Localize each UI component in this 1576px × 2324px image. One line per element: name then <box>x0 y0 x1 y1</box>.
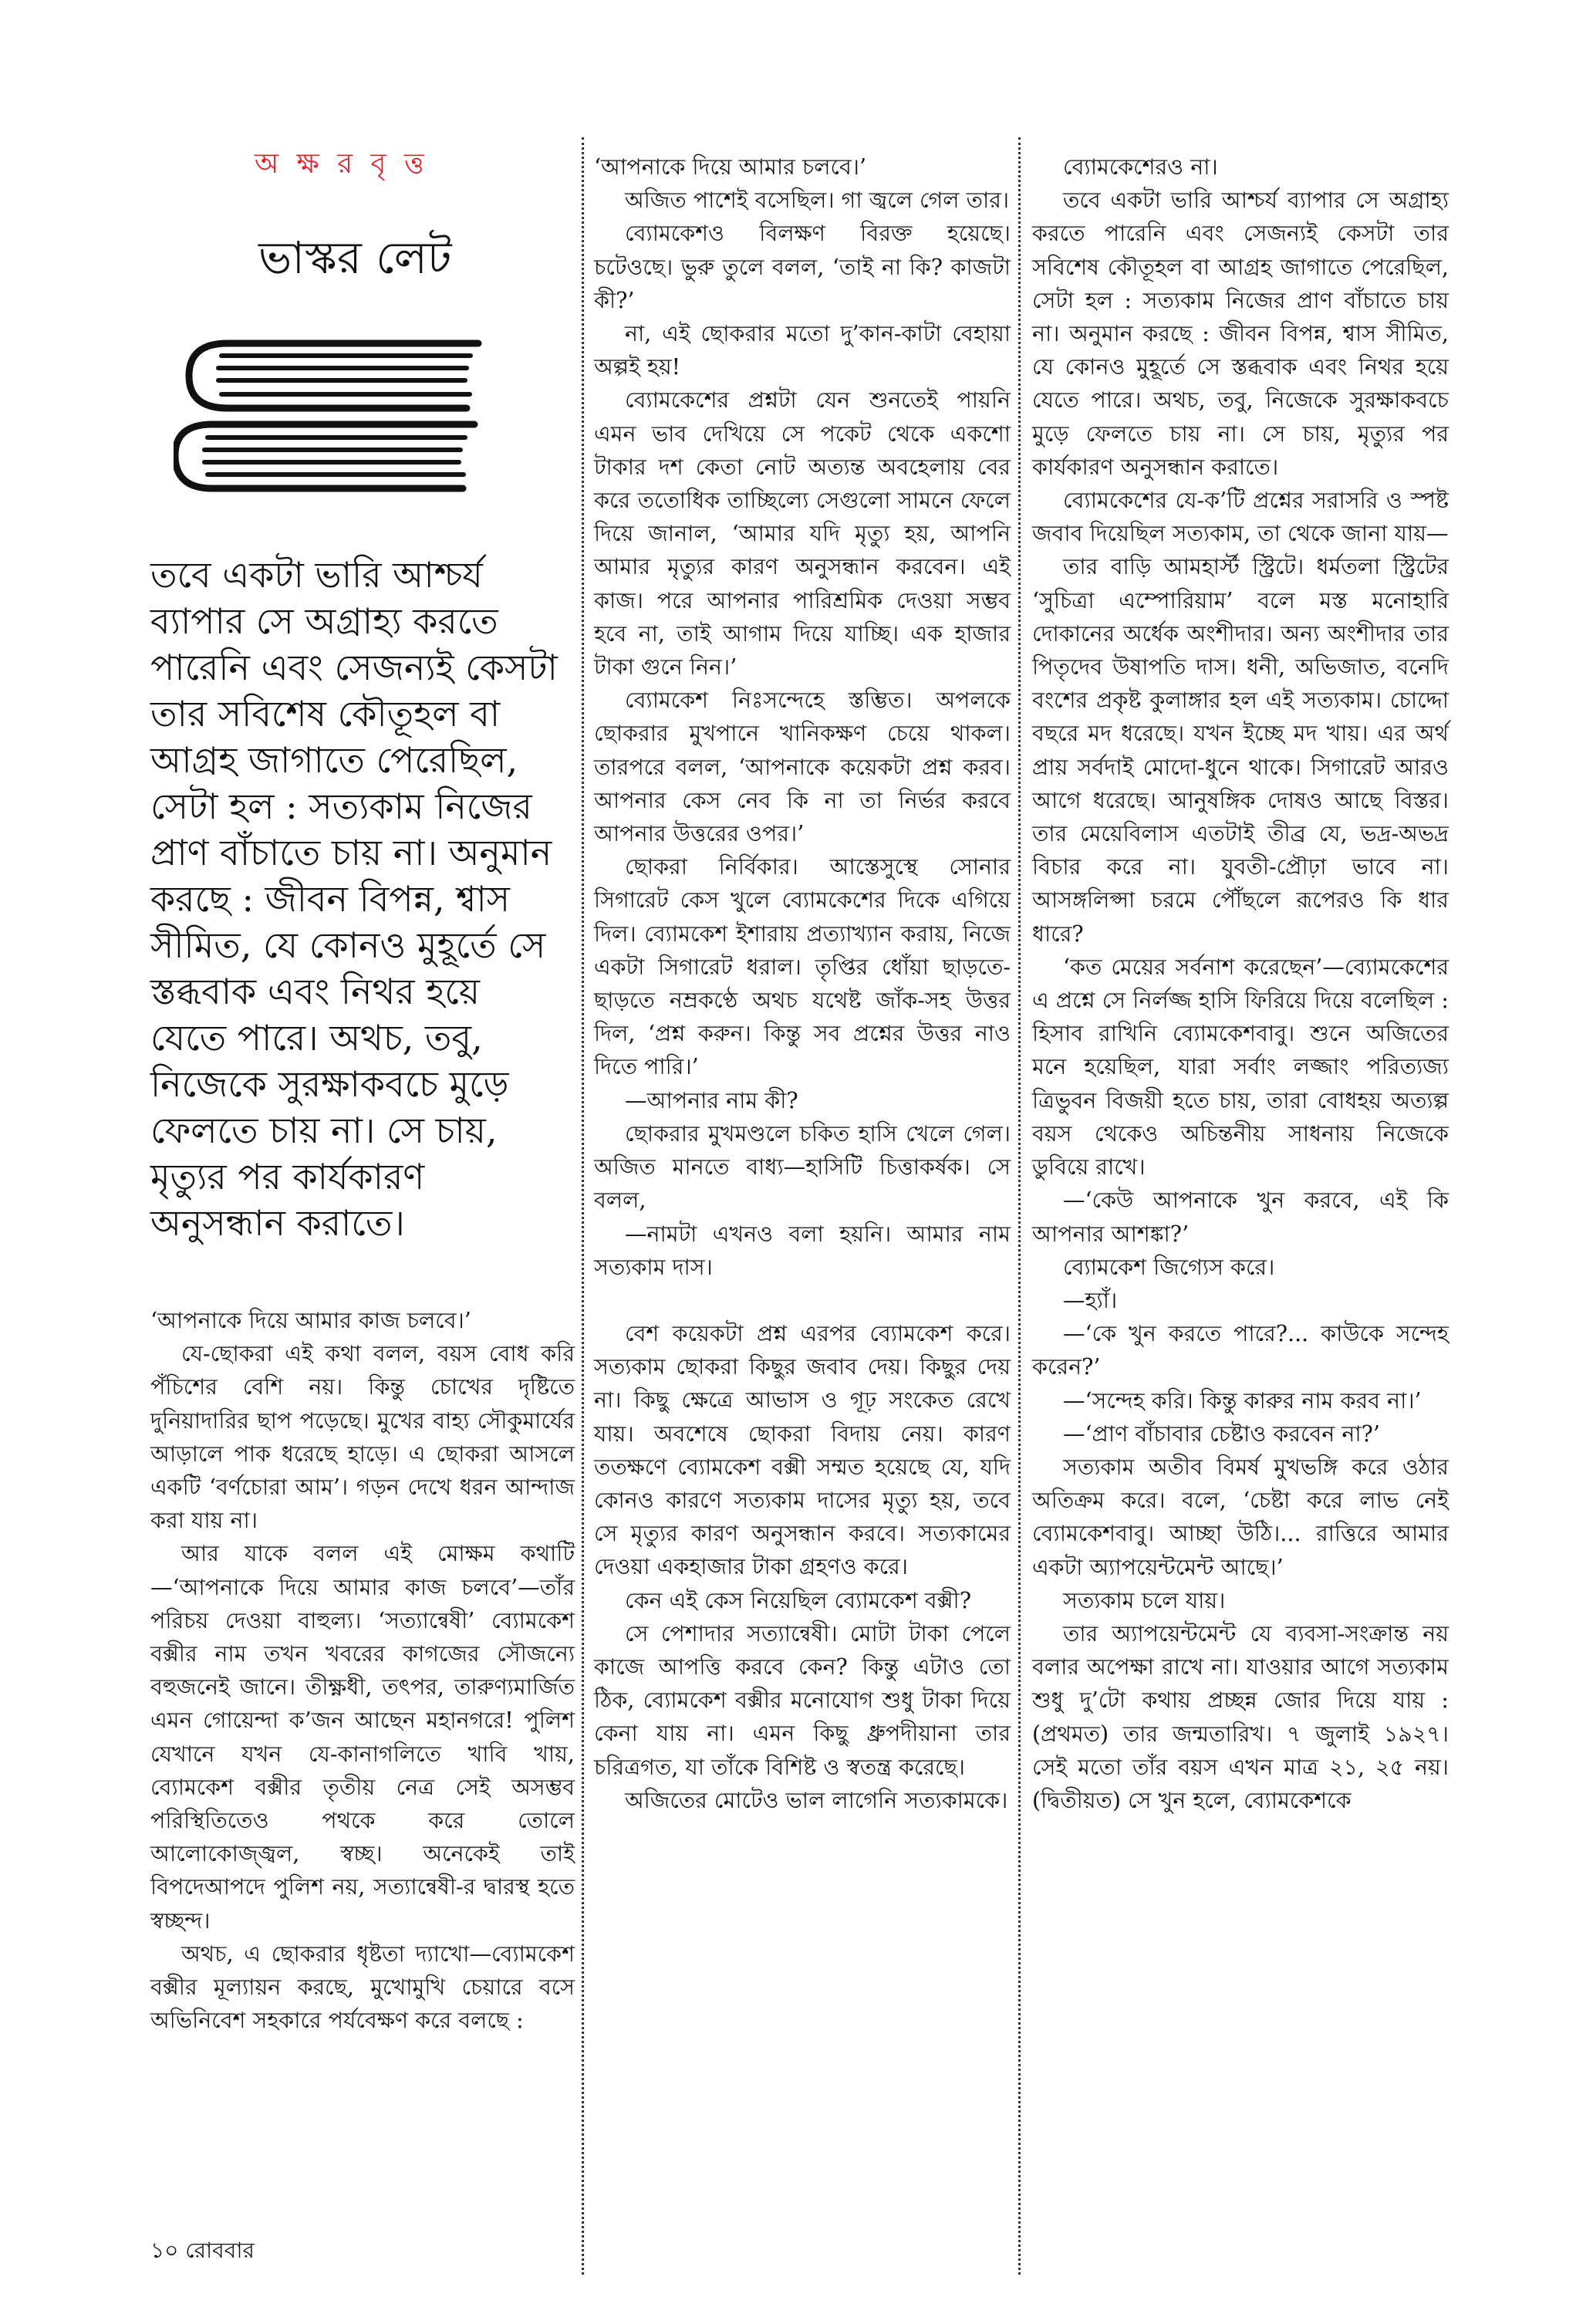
paragraph: —হ্যাঁ। <box>1063 1287 1118 1313</box>
article-column-2 <box>594 150 1011 1817</box>
paragraph: তার অ্যাপয়েন্টমেন্ট যে ব্যবসা-সংক্রান্ত নয় বলার অপেক্ষা রাখে না। যাওয়ার আগে সত্যকাম শুধু দু’টো কথায় প্রচ্ছন্ন জোর দিয়ে যায় : (প্রথমত) তার জন্মতারিখ। ৭ জুলাই ১৯২৭। সেই মতো তাঁর বয়স এখন মাত্র ২১, ২৫ নয়। (দ্বিতীয়ত) সে খুন হলে, ব্যোমকেশকে <box>1032 1620 1449 1813</box>
paragraph: সত্যকাম চলে যায়। <box>1063 1587 1226 1613</box>
paragraph: অজিত পাশেই বসেছিল। গা জ্বলে গেল তার। <box>625 187 1010 214</box>
paragraph: কেন এই কেস নিয়েছিল ব্যোমকেশ বক্সী? <box>625 1587 971 1613</box>
page-footer <box>150 2234 255 2270</box>
books-icon <box>174 328 498 521</box>
paragraph: আর যাকে বলল এই মোক্ষম কথাটি—‘আপনাকে দিয়ে আমার কাজ চলবে’—তাঁর পরিচয় দেওয়া বাহুল্য। ‘সত্যান্বেষী’ ব্যোমকেশ বক্সীর নাম তখন খবরের কাগজের সৌজন্যে বহুজনেই জানে। তীক্ষ্ণধী, তৎপর, তারুণ্যমার্জিত এমন গোয়েন্দা ক’জন আছেন মহানগরে! পুলিশ যেখানে যখন যে-কানাগলিতে খাবি খায়, ব্যোমকেশ বক্সীর তৃতীয় নেত্র সেই অসম্ভব পরিস্থিতিতেও পথকে করে তোলে আলোকোজ্জ্বল, স্বচ্ছ। অনেকেই তাই বিপদেআপদে পুলিশ নয়, সত্যান্বেষী-র দ্বারস্থ হতে স্বচ্ছন্দ। <box>150 1541 575 1934</box>
article-column-1 <box>150 1304 575 2037</box>
column-divider <box>1018 137 1021 2275</box>
paragraph: না, এই ছোকরার মতো দু’কান-কাটা বেহায়া অল্পই হয়! <box>594 321 1011 380</box>
magazine-name: রোববার <box>185 2238 255 2263</box>
paragraph: তবে একটা ভারি আশ্চর্য ব্যাপার সে অগ্রাহ্য করতে পারেনি এবং সেজন্যই কেসটা তার সবিশেষ কৌতূহল বা আগ্রহ জাগাতে পেরেছিল, সেটা হল : সত্যকাম নিজের প্রাণ বাঁচাতে চায় না। অনুমান করছে : জীবন বিপন্ন, শ্বাস সীমিত, যে কোনও মুহূর্তে সে স্তব্ধবাক এবং নিথর হয়ে যেতে পারে। অথচ, তবু, নিজেকে সুরক্ষাকবচে মুড়ে ফেলতে চায় না। সে চায়, মৃত্যুর পর কার্যকারণ অনুসন্ধান করাতে। <box>1032 187 1449 480</box>
column-divider <box>582 137 584 2275</box>
paragraph: অজিতের মোটেও ভাল লাগেনি সত্যকামকে। <box>625 1787 1008 1813</box>
article-column-3 <box>1032 150 1449 1817</box>
paragraph: অথচ, এ ছোকরার ধৃষ্টতা দ্যাখো—ব্যোমকেশ বক্সীর মূল্যায়ন করছে, মুখোমুখি চেয়ারে বসে অভিনিবেশ সহকারে পর্যবেক্ষণ করে বলছে : <box>150 1941 575 2034</box>
paragraph: সত্যকাম অতীব বিমর্ষ মুখভঙ্গি করে ওঠার অতিক্রম করে। বলে, ‘চেষ্টা করে লাভ নেই ব্যোমকেশবাবু। আচ্ছা উঠি।... রাত্তিরে আমার একটা অ্যাপয়েন্টমেন্ট আছে।’ <box>1032 1454 1449 1580</box>
paragraph: —আপনার নাম কী? <box>625 1087 798 1113</box>
paragraph: —‘প্রাণ বাঁচাবার চেষ্টাও করবেন না?’ <box>1063 1420 1380 1447</box>
paragraph: তার বাড়ি আমহার্স্ট স্ট্রিটে। ধর্মতলা স্ট্রিটের ‘সুচিত্রা এম্পোরিয়াম’ বলে মস্ত মনোহারি দোকানের অর্ধেক অংশীদার। অন্য অংশীদার তার পিতৃদেব উষাপতি দাস। ধনী, অভিজাত, বনেদি বংশের প্রকৃষ্ট কুলাঙ্গার হল এই সত্যকাম। চোদ্দো বছরে মদ ধরেছে। যখন ইচ্ছে মদ খায়। এর অর্থ প্রায় সর্বদাই মোদো-ধুনে থাকে। সিগারেট আরও আগে ধরেছে। আনুষঙ্গিক দোষও আছে বিস্তর। তার মেয়েবিলাস এতটাই তীব্র যে, ভদ্র-অভদ্র বিচার করে না। যুবতী-প্রৌঢ়া ভাবে না। আসঙ্গলিপ্সা চরমে পৌঁছলে রূপেরও কি ধার ধারে? <box>1032 554 1449 947</box>
pull-quote: তবে একটা ভারি আশ্চর্য ব্যাপার সে অগ্রাহ্য করতে পারেনি এবং সেজন্যই কেসটা তার সবিশেষ কৌতূহল বা আগ্রহ জাগাতে পেরেছিল, সেটা হল : সত্যকাম নিজের প্রাণ বাঁচাতে চায় না। অনুমান করছে : জীবন বিপন্ন, শ্বাস সীমিত, যে কোনও মুহূর্তে সে স্তব্ধবাক এবং নিথর হয়ে যেতে পারে। অথচ, তবু, নিজেকে সুরক্ষাকবচে মুড়ে ফেলতে চায় না। সে চায়, মৃত্যুর পর কার্যকারণ অনুসন্ধান করাতে। <box>150 554 558 1244</box>
paragraph: —‘কে খুন করতে পারে?... কাউকে সন্দেহ করেন?’ <box>1032 1321 1449 1380</box>
paragraph: ব্যোমকেশের যে-ক’টি প্রশ্নের সরাসরি ও স্পষ্ট জবাব দিয়েছিল সত্যকাম, তা থেকে জানা যায়— <box>1032 488 1449 547</box>
paragraph: —‘কেউ আপনাকে খুন করবে, এই কি আপনার আশঙ্কা?’ <box>1032 1187 1449 1247</box>
paragraph: সে পেশাদার সত্যান্বেষী। মোটা টাকা পেলে কাজে আপত্তি করবে কেন? কিন্তু এটাও তো ঠিক, ব্যোমকেশ বক্সীর মনোযোগ শুধু টাকা দিয়ে কেনা যায় না। এমন কিছু ধ্রুপদীয়ানা তার চরিত্রগত, যা তাঁকে বিশিষ্ট ও স্বতন্ত্র করেছে। <box>594 1620 1011 1780</box>
page-number: ১০ <box>150 2238 179 2263</box>
paragraph: ‘আপনাকে দিয়ে আমার চলবে।’ <box>594 154 867 180</box>
paragraph: ব্যোমকেশ নিঃসন্দেহে স্তম্ভিত। অপলকে ছোকরার মুখপানে খানিকক্ষণ চেয়ে থাকল। তারপরে বলল, ‘আপনাকে কয়েকটা প্রশ্ন করব। আপনার কেস নেব কি না তা নির্ভর করবে আপনার উত্তরের ওপর।’ <box>594 687 1011 847</box>
section-kicker: অ ক্ষ র বৃ ত্ত <box>255 148 429 180</box>
paragraph: ছোকরা নির্বিকার। আস্তেসুস্থে সোনার সিগারেট কেস খুলে ব্যোমকেশের দিকে এগিয়ে দিল। ব্যোমকেশ ইশারায় প্রত্যাখ্যান করায়, নিজে একটা সিগারেট ধরাল। তৃপ্তির ধোঁয়া ছাড়তে-ছাড়তে নম্রকণ্ঠে অথচ যথেষ্ট জাঁক-সহ উত্তর দিল, ‘প্রশ্ন করুন। কিন্তু সব প্রশ্নের উত্তর নাও দিতে পারি।’ <box>594 854 1011 1080</box>
paragraph: ‘কত মেয়ের সর্বনাশ করেছেন’—ব্যোমকেশের এ প্রশ্নে সে নির্লজ্জ হাসি ফিরিয়ে দিয়ে বলেছিল : হিসাব রাখিনি ব্যোমকেশবাবু। শুনে অজিতের মনে হয়েছিল, যারা সর্বাং লজ্জাং পরিত্যজ্য ত্রিভুবন বিজয়ী হতে চায়, তারা বোধহয় অত্যল্প বয়স থেকেও অচিন্তনীয় সাধনায় নিজেকে ডুবিয়ে রাখে। <box>1032 954 1449 1181</box>
paragraph: ব্যোমকেশ জিগ্যেস করে। <box>1063 1254 1275 1280</box>
paragraph: —নামটা এখনও বলা হয়নি। আমার নাম সত্যকাম দাস। <box>594 1221 1011 1280</box>
paragraph: যে-ছোকরা এই কথা বলল, বয়স বোধ করি পঁচিশের বেশি নয়। কিন্তু চোখের দৃষ্টিতে দুনিয়াদারির ছাপ পড়েছে। মুখের বাহ্য সৌকুমার্যের আড়ালে পাক ধরেছে হাড়ে। এ ছোকরা আসলে একটি ‘বর্ণচোরা আম’। গড়ন দেখে ধরন আন্দাজ করা যায় না। <box>150 1341 575 1534</box>
paragraph: —‘সন্দেহ করি। কিন্তু কারুর নাম করব না।’ <box>1063 1387 1422 1414</box>
paragraph: ছোকরার মুখমণ্ডলে চকিত হাসি খেলে গেল। অজিত মানতে বাধ্য—হাসিটি চিত্তাকর্ষক। সে বলল, <box>594 1120 1011 1214</box>
paragraph: ‘আপনাকে দিয়ে আমার কাজ চলবে।’ <box>150 1308 471 1333</box>
paragraph: ব্যোমকেশেরও না। <box>1063 154 1218 180</box>
paragraph: বেশ কয়েকটা প্রশ্ন এরপর ব্যোমকেশ করে। সত্যকাম ছোকরা কিছুর জবাব দেয়। কিছুর দেয় না। কিছু ক্ষেত্রে আভাস ও গূঢ় সংকেত রেখে যায়। অবশেষে ছোকরা বিদায় নেয়। কারণ ততক্ষণে ব্যোমকেশ বক্সী সম্মত হয়েছে যে, যদি কোনও কারণে সত্যকাম দাসের মৃত্যু হয়, তবে সে মৃত্যুর কারণ অনুসন্ধান করবে। সত্যকামের দেওয়া একহাজার টাকা গ্রহণও করে। <box>594 1320 1011 1580</box>
paragraph: ব্যোমকেশের প্রশ্নটা যেন শুনতেই পায়নি এমন ভাব দেখিয়ে সে পকেট থেকে একশো টাকার দশ কেতা নোট অত্যন্ত অবহেলায় বের করে ততোধিক তাচ্ছিল্যে সেগুলো সামনে ফেলে দিয়ে জানাল, ‘আমার যদি মৃত্যু হয়, আপনি আমার মৃত্যুর কারণ অনুসন্ধান করবেন। এই কাজ। পরে আপনার পারিশ্রমিক দেওয়া সম্ভব হবে না, তাই আগাম দিয়ে যাচ্ছি। এক হাজার টাকা গুনে নিন।’ <box>594 387 1011 681</box>
author-name: ভাস্কর লেট <box>258 231 452 284</box>
paragraph: ব্যোমকেশও বিলক্ষণ বিরক্ত হয়েছে। চটেওছে। ভুরু তুলে বলল, ‘তাই না কি? কাজটা কী?’ <box>594 221 1011 313</box>
